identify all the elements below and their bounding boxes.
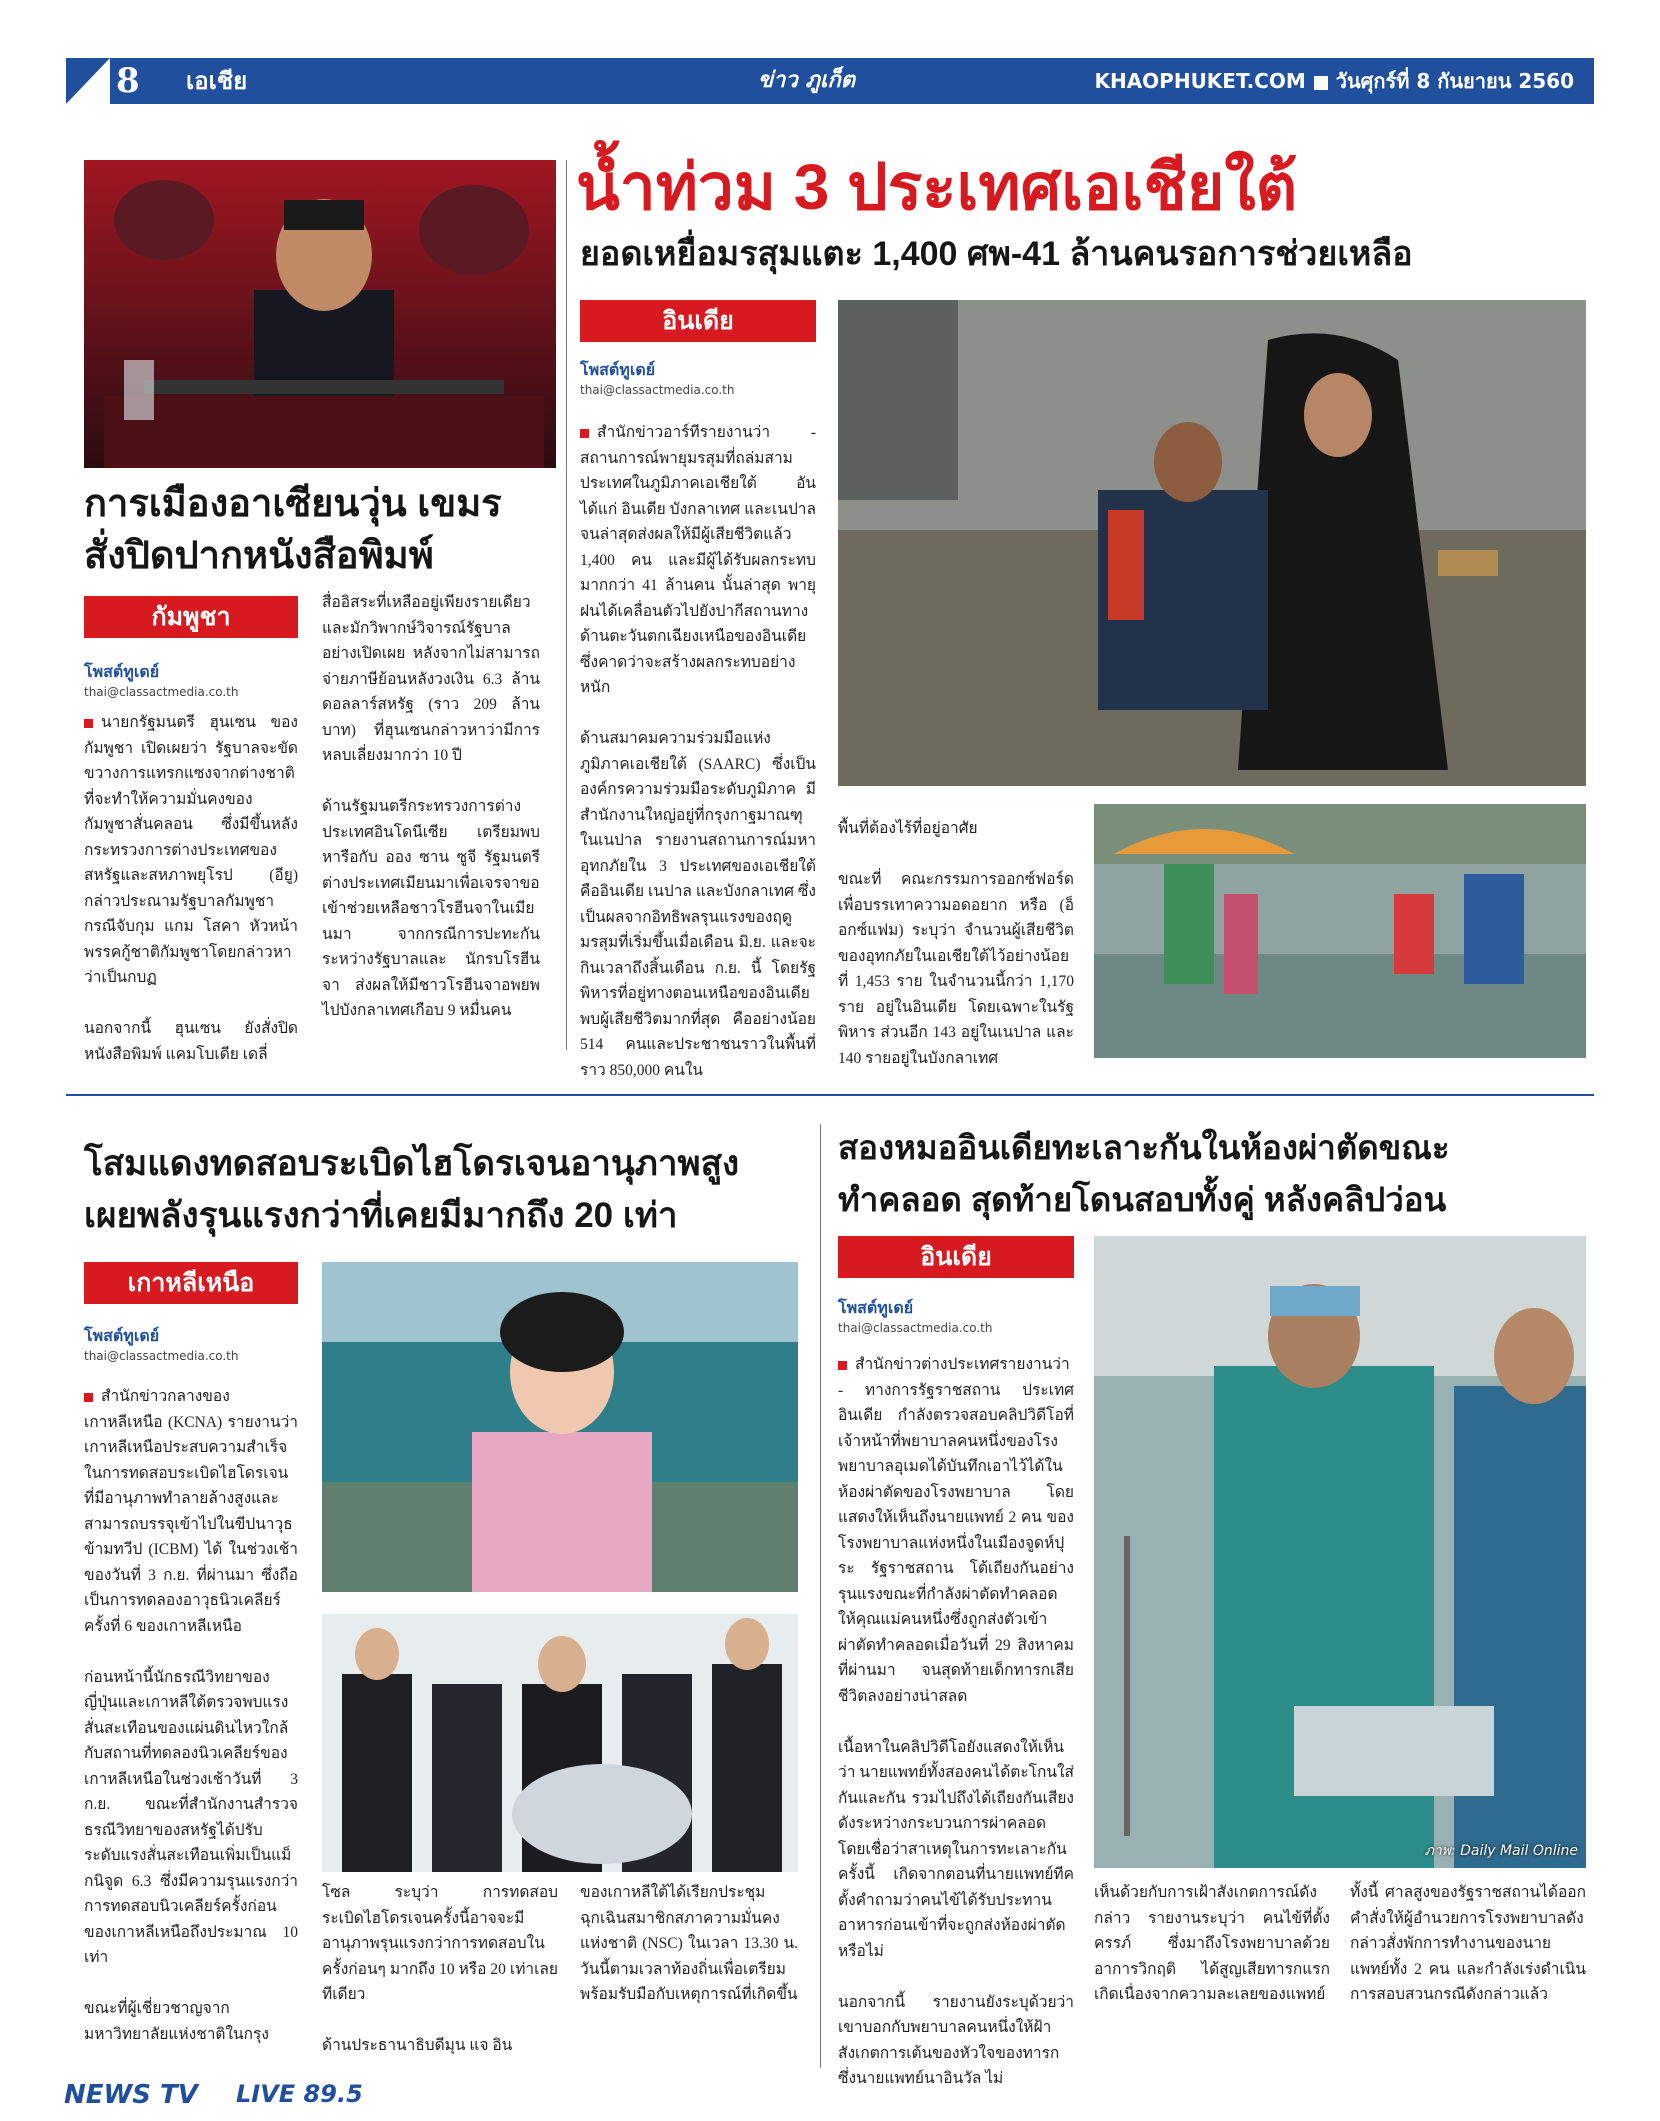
bullet-icon <box>838 1361 847 1370</box>
flood-col-1 <box>580 420 816 1079</box>
doctors-text-3: ทั้งนี้ ศาลสูงของรัฐราชสถานได้ออกคำสั่งให้ผู้อำนวยการโรงพยาบาลดังกล่าวสั่งพักการทำงานของนายแพทย์ทั้ง 2 คน และกำลังเร่งดำเนินการสอบสวนกรณีดังกล่าวแล้ว <box>1350 1884 1586 2003</box>
nkorea-headline-line-2: เผยพลังรุนแรงกว่าที่เคยมีมากถึง 20 เท่า <box>84 1196 678 1235</box>
cambodia-text-2: สื่ออิสระที่เหลืออยู่เพียงรายเดียวและมักวิพากษ์วิจารณ์รัฐบาลอย่างเปิดเผย หลังจากไม่สามารถจ่ายภาษีย้อนหลังวงเงิน 6.3 ล้านดอลลาร์สหรัฐ (ราว 209 ล้านบาท) ที่ฮุนเซนกล่าวหาว่ามีการหลบเลี่ยงมากว่า 10 ปี ด้านรัฐมนตรีกระทรวงการต่างประเทศอินโดนีเซีย เตรียมพบหารือกับ ออง ซาน ซูจี รัฐมนตรีต่างประเทศเมียนมาเพื่อเจรจาขอเข้าช่วยเหลือชาวโรฮีนจาในเมียนมา จากกรณีการปะทะกันระหว่างรัฐบาลและ นักรบโรฮีนจา ส่งผลให้มีชาวโรฮีนจาอพยพไปบังกลาเทศเกือบ 9 หมื่นคน <box>322 594 540 1019</box>
flood-byline <box>580 360 735 400</box>
cambodia-col-1 <box>84 710 298 1063</box>
cambodia-headline-line-1: การเมืองอาเซียนวุ่น เขมร <box>84 483 502 525</box>
corner-logo-icon <box>66 58 110 104</box>
cambodia-email: thai@classactmedia.co.th <box>84 685 239 699</box>
photo-hun-sen <box>84 160 556 468</box>
section-name: เอเชีย <box>186 67 248 95</box>
doctors-headline-line-1: สองหมออินเดียทะเลาะกันในห้องผ่าตัดขณะ <box>838 1129 1450 1166</box>
square-icon <box>1314 76 1328 90</box>
page-number: 8 <box>116 61 140 101</box>
footer-logo-newstv: NEWS TV <box>64 2080 198 2110</box>
flood-text-2: พื้นที่ต้องไร้ที่อยู่อาศัย ขณะที่ คณะกรรมการออกซ์ฟอร์ดเพื่อบรรเทาความอดอยาก หรือ (อ็อกซ์แฟม) ระบุว่า จำนวนผู้เสียชีวิต ของอุทกภัยในเอเชียใต้ไว้อย่างน้อยที่ 1,453 ราย ในจำนวนนี้กว่า 1,170 ราย อยู่ในอินเดีย โดยเฉพาะในรัฐพิหาร ส่วนอีก 143 อยู่ในเนปาล และ 140 รายอยู่ในบังกลาเทศ <box>838 820 1074 1067</box>
nkorea-col-2 <box>322 1880 558 2068</box>
section-divider <box>66 1094 1594 1096</box>
doctors-byline <box>838 1298 993 1338</box>
cambodia-tag: กัมพูชา <box>84 596 298 638</box>
nkorea-headline-line-1: โสมแดงทดสอบระเบิดไฮโดรเจนอานุภาพสูง <box>84 1144 740 1183</box>
photo-operating-room-drawing <box>1094 1236 1586 1868</box>
photo-hun-sen-drawing <box>84 160 556 468</box>
flood-subhead: ยอดเหยื่อมรสุมแตะ 1,400 ศพ-41 ล้านคนรอการช่วยเหลือ <box>580 235 1413 273</box>
nkorea-text-1: สำนักข่าวกลางของเกาหลีเหนือ (KCNA) รายงานว่า เกาหลีเหนือประสบความสำเร็จในการทดสอบระเบิดไฮโดรเจนที่มีอานุภาพทำลายล้างสูงและสามารถบรรจุเข้าไปในขีปนาวุธข้ามทวีป (ICBM) ได้ ในช่วงเช้าของวันที่ 3 ก.ย. ที่ผ่านมา ซึ่งถือเป็นการทดลองอาวุธนิวเคลียร์ครั้งที่ 6 ของเกาหลีเหนือ ก่อนหน้านี้นักธรณีวิทยาของญี่ปุ่นและเกาหลีใต้ตรวจพบแรงสั่นสะเทือนของแผ่นดินไหวใกล้กับสถานที่ทดลองนิวเคลียร์ของเกาหลีเหนือในช่วงเช้าวันที่ 3 ก.ย. ขณะที่สำนักงานสำรวจธรณีวิทยาของสหรัฐได้ปรับระดับแรงสั่นสะเทือนเพิ่มเป็นแม็กนิจูด 6.3 ซึ่งมีความรุนแรงกว่าการทดสอบนิวเคลียร์ครั้งก่อนของเกาหลีเหนือถึงประมาณ 10 เท่า ขณะที่ผู้เชี่ยวชาญจากมหาวิทยาลัยแห่งชาติในกรุง <box>84 1388 298 2043</box>
flood-col-2 <box>838 816 1074 1067</box>
flood-tag: อินเดีย <box>580 300 816 342</box>
photo-credit: ภาพ: Daily Mail Online <box>1424 1843 1578 1859</box>
photo-flood-main-drawing <box>838 300 1586 786</box>
photo-kim-jong-un-drawing <box>322 1614 798 1872</box>
cambodia-col-2 <box>322 590 540 1046</box>
nkorea-headline <box>84 1138 824 1242</box>
photo-tv-announcer-drawing <box>322 1262 798 1592</box>
cambodia-headline <box>84 478 564 582</box>
doctors-text-1: สำนักข่าวต่างประเทศรายงานว่า - ทางการรัฐราชสถาน ประเทศอินเดีย กำลังตรวจสอบคลิปวิดีโอที่เจ้าหน้าที่พยาบาลคนหนึ่งของโรงพยาบาลอุเมดได้บันทึกเอาไว้ได้ในห้องผ่าตัดของโรงพยาบาล โดยแสดงให้เห็นถึงนายแพทย์ 2 คน ของโรงพยาบาลแห่งหนึ่งในเมืองจูดห์ปุระ รัฐราชสถาน โต้เถียงกันอย่างรุนแรงขณะที่กำลังผ่าตัดทำคลอดให้คุณแม่คนหนึ่งซึ่งถูกส่งตัวเข้าผ่าตัดทำคลอดเมื่อวันที่ 29 สิงหาคม ที่ผ่านมา จนสุดท้ายเด็กทารกเสียชีวิตลงอย่างน่าสลด เนื้อหาในคลิปวิดีโอยังแสดงให้เห็นว่า นายแพทย์ทั้งสองคนได้ตะโกนใส่กันและกัน รวมไปถึงได้เถียงกันเสียงดังระหว่างกระบวนการผ่าคลอด โดยเชื่อว่าสาเหตุในการทะเลาะกันครั้งนี้ เกิดจากตอนที่นายแพทย์ทีค ตั้งคำถามว่าคนไข้ได้รับประทานอาหารก่อนเข้าที่จะถูกส่งห้องผ่าตัดหรือไม่ นอกจากนี้ รายงานยังระบุด้วยว่า เขาบอกกับพยาบาลคนหนึ่งให้ฝ้าสังเกตการเต้นของหัวใจของทารก ซึ่งนายแพทย์นาอินวัล ไม่ <box>838 1356 1074 2087</box>
site-name: KHAOPHUKET.COM <box>1094 69 1306 93</box>
bullet-icon <box>580 429 589 438</box>
nkorea-col-3 <box>580 1880 798 2068</box>
nkorea-email: thai@classactmedia.co.th <box>84 1349 239 1363</box>
flood-text-1: สำนักข่าวอาร์ทีรายงานว่า - สถานการณ์พายุมรสุมที่ถล่มสามประเทศในภูมิภาคเอเชียใต้ อันได้แก่ อินเดีย บังกลาเทศ และเนปาล จนล่าสุดส่งผลให้มีผู้เสียชีวิตแล้ว 1,400 คน และมีผู้ได้รับผลกระทบมากกว่า 41 ล้านคน นั้นล่าสุด พายุฝนได้เคลื่อนตัวไปยังปากีสถานทางด้านตะวันตกเฉียงเหนือของอินเดียซึ่งคาดว่าจะสร้างผลกระทบอย่างหนัก ด้านสมาคมความร่วมมือแห่งภูมิภาคเอเชียใต้ (SAARC) ซึ่งเป็นองค์กรความร่วมมือระดับภูมิภาค มีสำนักงานใหญ่อยู่ที่กรุงกาฐมาณฑุ ในเนปาล รายงานสถานการณ์มหาอุทกภัยใน 3 ประเทศของเอเชียใต้ คืออินเดีย เนปาล และบังกลาเทศ ซึ่งเป็นผลจากอิทธิพลรุนแรงของฤดูมรสุมที่เริ่มขึ้นเมื่อเดือน มิ.ย. และจะกินเวลาถึงสิ้นเดือน ก.ย. นี้ โดยรัฐพิหารที่อยู่ทางตอนเหนือของอินเดียพบผู้เสียชีวิตมากที่สุด คืออย่างน้อย 514 คนและประชาชนราวในพื้นที่ราว 850,000 คนใน <box>580 424 816 1079</box>
doctors-col-1 <box>838 1352 1074 2087</box>
photo-kim-jong-un <box>322 1614 798 1872</box>
doctors-author: โพสต์ทูเดย์ <box>838 1298 914 1317</box>
doctors-headline-line-2: ทำคลอด สุดท้ายโดนสอบทั้งคู่ หลังคลิปว่อน <box>838 1181 1447 1218</box>
issue-date: วันศุกร์ที่ 8 กันยายน 2560 <box>1335 69 1574 93</box>
doctors-headline <box>838 1122 1594 1226</box>
bullet-icon <box>84 719 93 728</box>
cambodia-byline <box>84 662 239 702</box>
photo-flood-umbrella <box>1094 804 1586 1058</box>
flood-headline: น้ำท่วม 3 ประเทศเอเชียใต้ <box>576 151 1298 223</box>
photo-flood-main <box>838 300 1586 786</box>
flood-author: โพสต์ทูเดย์ <box>580 360 656 379</box>
masthead-logo: ข่าว ภูเก็ต <box>758 68 856 93</box>
doctors-text-2: เห็นด้วยกับการเฝ้าสังเกตการณ์ดังกล่าว รายงานระบุว่า คนไข้ที่ตั้งครรภ์ ซึ่งมาถึงโรงพยาบาลด้วยอาการวิกฤติ ได้สูญเสียทารกแรกเกิดเนื่องจากความละเลยของแพทย์ <box>1094 1884 1330 2003</box>
column-divider-lower <box>820 1124 821 2068</box>
nkorea-byline <box>84 1326 239 1366</box>
flood-email: thai@classactmedia.co.th <box>580 383 735 397</box>
footer-logo-live: LIVE 89.5 <box>236 2080 363 2108</box>
nkorea-text-3: ของเกาหลีใต้ได้เรียกประชุมฉุกเฉินสมาชิกสภาความมั่นคงแห่งชาติ (NSC) ในเวลา 13.30 น. วันนี้ตามเวลาท้องถิ่นเพื่อเตรียมพร้อมรับมือกับเหตุการณ์ที่เกิดขึ้น <box>580 1884 798 2003</box>
doctors-email: thai@classactmedia.co.th <box>838 1321 993 1335</box>
photo-flood-umbrella-drawing <box>1094 804 1586 1058</box>
cambodia-headline-line-2: สั่งปิดปากหนังสือพิมพ์ <box>84 535 434 577</box>
cambodia-author: โพสต์ทูเดย์ <box>84 662 160 681</box>
header-site-date <box>1094 58 1574 104</box>
cambodia-text-1: นายกรัฐมนตรี ฮุนเซน ของกัมพูชา เปิดเผยว่า รัฐบาลจะขัดขวางการแทรกแซงจากต่างชาติที่จะทำให้ความมั่นคงของกัมพูชาสั่นคลอน ซึ่งมีขึ้นหลังกระทรวงการต่างประเทศของสหรัฐและสหภาพยุโรป (อียู) กล่าวประณามรัฐบาลกัมพูชา กรณีจับกุม แกม โสคา หัวหน้าพรรคกู้ชาติกัมพูชาโดยกล่าวหาว่าเป็นกบฏ นอกจากนี้ ฮุนเซน ยังสั่งปิดหนังสือพิมพ์ แคมโบเดีย เดลี่ <box>84 714 298 1063</box>
nkorea-tag: เกาหลีเหนือ <box>84 1262 298 1304</box>
doctors-col-3 <box>1350 1880 1586 2068</box>
photo-operating-room <box>1094 1236 1586 1868</box>
photo-tv-announcer <box>322 1262 798 1592</box>
column-divider <box>566 160 567 1050</box>
doctors-col-2 <box>1094 1880 1330 2068</box>
nkorea-col-1 <box>84 1384 298 2068</box>
nkorea-author: โพสต์ทูเดย์ <box>84 1326 160 1345</box>
bullet-icon <box>84 1393 93 1402</box>
nkorea-text-2: โซล ระบุว่า การทดสอบระเบิดไฮโดรเจนครั้งนี้อาจจะมีอานุภาพรุนแรงกว่าการทดสอบในครั้งก่อนๆ มากถึง 10 หรือ 20 เท่าเลยทีเดียว ด้านประธานาธิบดีมุน แจ อิน <box>322 1884 558 2054</box>
doctors-tag: อินเดีย <box>838 1236 1074 1278</box>
